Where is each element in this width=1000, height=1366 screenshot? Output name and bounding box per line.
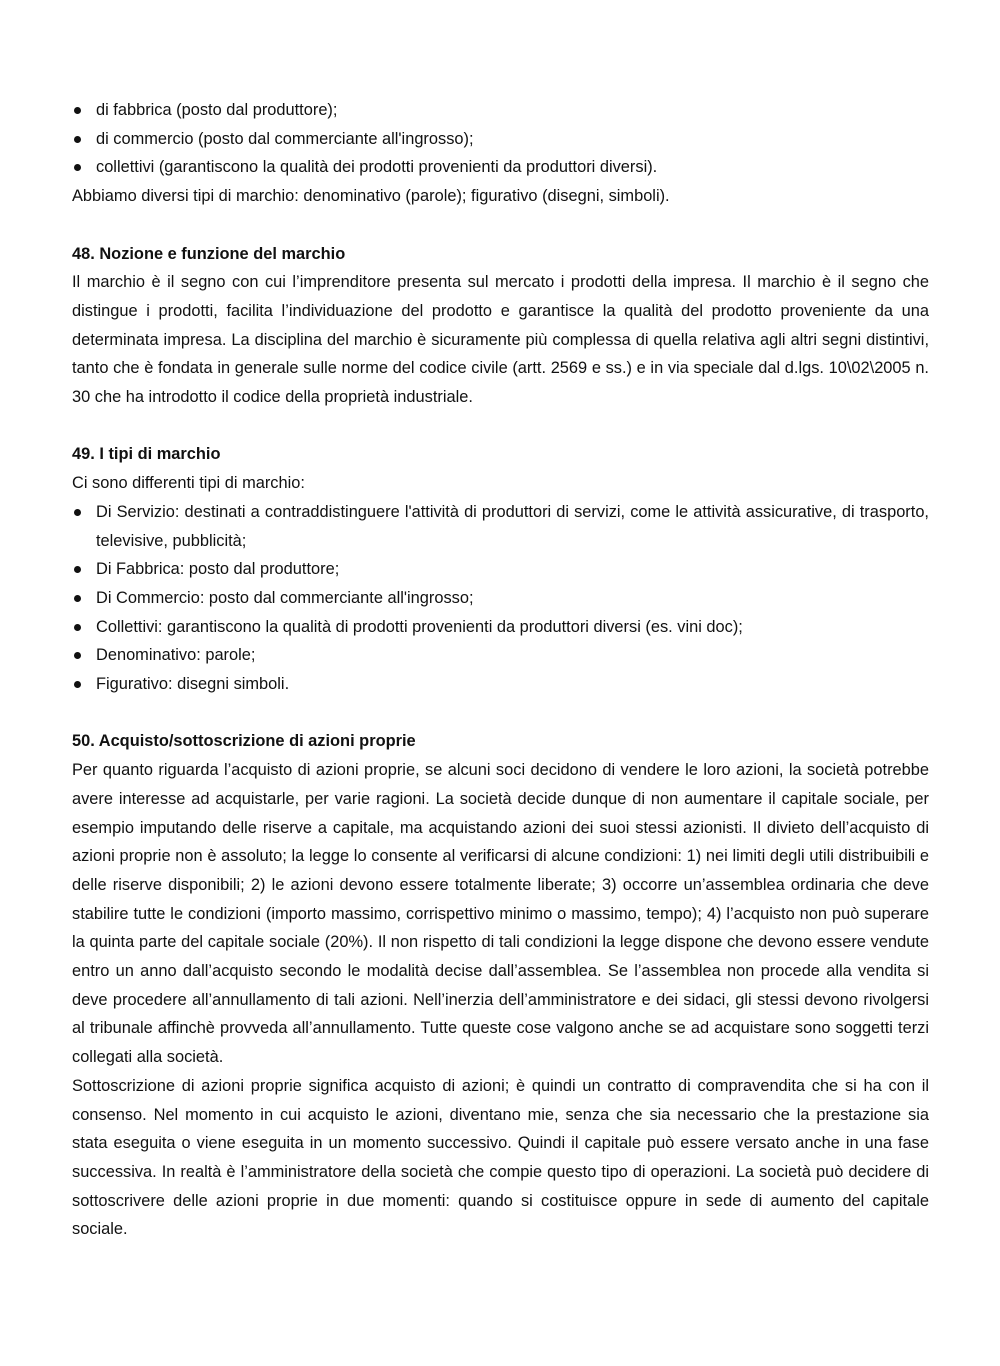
- section-50-paragraph-1: Per quanto riguarda l’acquisto di azioni proprie, se alcuni soci decidono di vendere le loro azioni, la società potrebbe avere interesse ad acquistarle, per varie ragioni. La società decide dunque di non aumentare il capitale sociale, per esempio imputando delle riserve a capitale, ma acquistando azioni dei suoi stessi azionisti. Il divieto dell’acquisto di azioni proprie non è assoluto; la legge lo consente al verificarsi di alcune condizioni: 1) nei limiti degli utili distribuibili e delle riserve disponibili; 2) le azioni devono essere totalmente liberate; 3) occorre un’assemblea ordinaria che deve stabilire tutte le condizioni (importo massimo, corrispettivo minimo o massimo, tempo); 4) l’acquisto non può superare la quinta parte del capitale sociale (20%). Il non rispetto di tali condizioni la legge dispone che devono essere vendute entro un anno dall’acquisto secondo le modalità decise dall’assemblea. Se l’assemblea non procede alla vendita si deve procedere all’annullamento di tali azioni. Nell’inerzia dell’amministratore e dei sidaci, gli stessi devono rivolgersi al tribunale affinchè provveda all’annullamento. Tutte queste cose valgono anche se ad acquistare sono soggetti terzi collegati alla società.: [72, 761, 929, 1067]
- bullet-icon: [74, 509, 81, 516]
- list-item-text: Collettivi: garantiscono la qualità di prodotti provenienti da produttori diversi (es. vini doc);: [96, 617, 743, 636]
- list-item-text: di commercio (posto dal commerciante all'ingrosso);: [96, 129, 474, 148]
- list-item-text: Di Commercio: posto dal commerciante all'ingrosso;: [96, 588, 474, 607]
- bullet-icon: [74, 652, 81, 659]
- list-item-text: Figurativo: disegni simboli.: [96, 675, 290, 694]
- list-item: [72, 153, 929, 182]
- list-item: [72, 555, 929, 584]
- top-bullet-list: [72, 96, 929, 182]
- top-paragraph: Abbiamo diversi tipi di marchio: denominativo (parole); figurativo (disegni, simboli).: [72, 187, 670, 206]
- section-50-paragraph-2: Sottoscrizione di azioni proprie significa acquisto di azioni; è quindi un contratto di compravendita che si ha con il consenso. Nel momento in cui acquisto le azioni, diventano mie, senza che sia necessario che la prestazione sia stata eseguita o viene eseguita in un momento successivo. Quindi il capitale può essere versato anche in una fase successiva. In realtà è l’amministratore della società che compie questo tipo di operazioni. La società può decidere di sottoscrivere delle azioni proprie in due momenti: quando si costituisce oppure in sede di aumento del capitale sociale.: [72, 1076, 929, 1239]
- bullet-icon: [74, 164, 81, 171]
- bullet-icon: [74, 136, 81, 143]
- list-item: [72, 641, 929, 670]
- bullet-icon: [74, 107, 81, 114]
- list-item: [72, 670, 929, 699]
- list-item-text: di fabbrica (posto dal produttore);: [96, 101, 338, 119]
- section-49-heading: 49. I tipi di marchio: [72, 445, 221, 464]
- list-item: [72, 613, 929, 642]
- list-item: [72, 96, 929, 125]
- list-item: [72, 584, 929, 613]
- bullet-icon: [74, 681, 81, 688]
- bullet-icon: [74, 595, 81, 602]
- section-49-intro: Ci sono differenti tipi di marchio:: [72, 474, 305, 493]
- list-item: [72, 125, 929, 154]
- document-page: [72, 96, 929, 1244]
- list-item-text: Di Fabbrica: posto dal produttore;: [96, 560, 340, 579]
- section-48-body: Il marchio è il segno con cui l’imprenditore presenta sul mercato i prodotti della impresa. Il marchio è il segno che distingue i prodotti, facilita l’individuazione del prodotto e garantisce la qualità del prodotto proveniente da una determinata impresa. La disciplina del marchio è sicuramente più complessa di quella relativa agli altri segni distintivi, tanto che è fondata in generale sulle norme del codice civile (artt. 2569 e ss.) e in via speciale dal d.lgs. 10\02\2005 n. 30 che ha introdotto il codice della proprietà industriale.: [72, 273, 929, 407]
- bullet-icon: [74, 566, 81, 573]
- marchio-types-list: [72, 498, 929, 699]
- list-item-text: collettivi (garantiscono la qualità dei prodotti provenienti da produttori diversi).: [96, 158, 658, 177]
- section-48-heading: 48. Nozione e funzione del marchio: [72, 244, 346, 263]
- list-item-text: Di Servizio: destinati a contraddistinguere l'attività di produttori di servizi, come le attività assicurative, di trasporto, televisive, pubblicità;: [96, 502, 929, 550]
- list-item: [72, 498, 929, 555]
- bullet-icon: [74, 624, 81, 631]
- list-item-text: Denominativo: parole;: [96, 646, 256, 665]
- section-50-heading: 50. Acquisto/sottoscrizione di azioni proprie: [72, 732, 416, 751]
